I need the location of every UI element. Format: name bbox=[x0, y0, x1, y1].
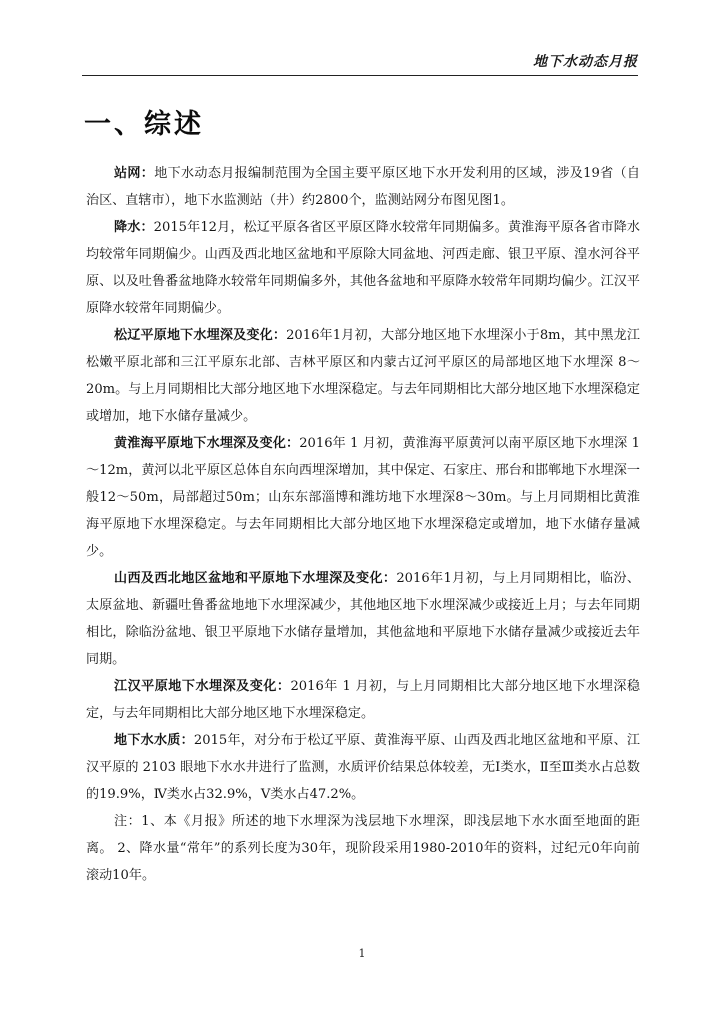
paragraph-text: 2016年1月初，与上月同期相比，临汾、太原盆地、新疆吐鲁番盆地地下水埋深减少，其他地区地下水埋深减少或接近上月；与去年同期相比，除临汾盆地、银卫平原地下水储存量增加，其他盆地和平原地下水储存量减少或接近去年同期。 bbox=[86, 571, 641, 667]
paragraph-lead: 松辽平原地下水埋深及变化： bbox=[114, 328, 287, 343]
paragraph-lead: 黄淮海平原地下水埋深及变化： bbox=[114, 436, 300, 451]
paragraph-text: 2016年 1 月初，黄淮海平原黄河以南平原区地下水埋深 1～12m，黄河以北平原区总体自东向西埋深增加，其中保定、石家庄、邢台和邯郸地下水埋深一般12～50m，局部超过50m；山东东部淄博和潍坊地下水埋深8～30m。与上月同期相比黄淮海平原地下水埋深稳定。与去年同期相比大部分地区地下水埋深稳定或增加，地下水储存量减少。 bbox=[86, 436, 640, 559]
paragraph-text: 2016年1月初，大部分地区地下水埋深小于8m，其中黑龙江松嫩平原北部和三江平原东北部、吉林平原区和内蒙古辽河平原区的局部地区地下水埋深 8～20m。与上月同期相比大部分地区地下水埋深稳定。与去年同期相比大部分地区地下水埋深稳定或增加，地下水储存量减少。 bbox=[86, 328, 641, 424]
paragraph-text: 2015年12月，松辽平原各省区平原区降水较常年同期偏多。黄淮海平原各省市降水均较常年同期偏少。山西及西北地区盆地和平原除大同盆地、河西走廊、银卫平原、湟水河谷平原、以及吐鲁番盆地降水较常年同期偏多外，其他各盆地和平原降水较常年同期均偏少。江汉平原降水较常年同期偏少。 bbox=[86, 220, 641, 316]
body-text bbox=[86, 160, 640, 889]
paragraph-lead: 地下水水质： bbox=[114, 733, 194, 748]
paragraph-huanghuaihai-plain bbox=[86, 430, 640, 565]
paragraph-text: 注：1、本《月报》所述的地下水埋深为浅层地下水埋深，即浅层地下水水面至地面的距离。 2、降水量“常年”的系列长度为30年，现阶段采用1980-2010年的资料，过纪元0年向前滚动10年。 bbox=[86, 814, 640, 883]
paragraph-text: 2015年，对分布于松辽平原、黄淮海平原、山西及西北地区盆地和平原、江汉平原的 2103 眼地下水水井进行了监测，水质评价结果总体较差，无Ⅰ类水，Ⅱ至Ⅲ类水占总数的19.9%，Ⅳ类水占32.9%，Ⅴ类水占47.2%。 bbox=[86, 733, 641, 802]
running-header: 地下水动态月报 bbox=[533, 54, 638, 70]
paragraph-text: 2016年 1 月初，与上月同期相比大部分地区地下水埋深稳定，与去年同期相比大部分地区地下水埋深稳定。 bbox=[86, 679, 640, 721]
paragraph-lead: 江汉平原地下水埋深及变化： bbox=[114, 679, 291, 694]
paragraph-shanxi-northwest bbox=[86, 565, 640, 673]
paragraph-text: 地下水动态月报编制范围为全国主要平原区地下水开发利用的区域，涉及19省（自治区、直辖市），地下水监测站（井）约2800个，监测站网分布图见图1。 bbox=[86, 166, 640, 208]
page-number: 1 bbox=[358, 947, 366, 960]
paragraph-water-quality bbox=[86, 727, 640, 808]
paragraph-lead: 降水： bbox=[114, 220, 154, 235]
section-title: 一、综述 bbox=[84, 109, 204, 140]
paragraph-songliao-plain bbox=[86, 322, 640, 430]
header-divider bbox=[82, 75, 638, 76]
paragraph-jianghan-plain bbox=[86, 673, 640, 727]
paragraph-station-network bbox=[86, 160, 640, 214]
paragraph-notes bbox=[86, 808, 640, 889]
paragraph-lead: 站网： bbox=[114, 166, 155, 181]
paragraph-lead: 山西及西北地区盆地和平原地下水埋深及变化： bbox=[114, 571, 397, 586]
paragraph-precipitation bbox=[86, 214, 640, 322]
